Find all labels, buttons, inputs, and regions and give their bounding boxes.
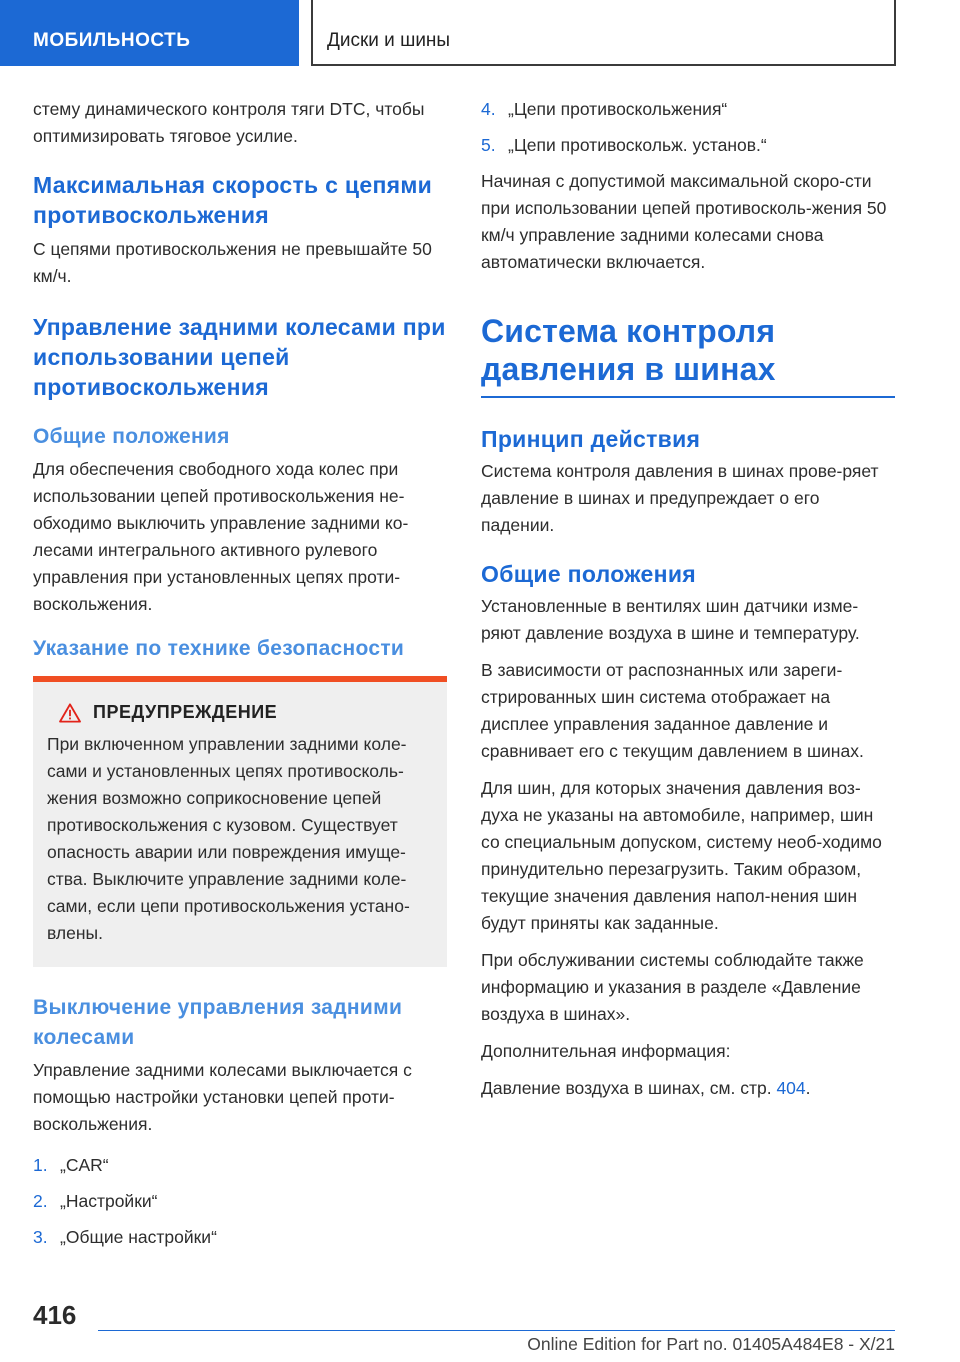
footer-divider: [98, 1330, 895, 1331]
list-item: 3. „Общие настройки“: [33, 1227, 217, 1247]
general-heading-left: Общие положения: [33, 425, 230, 448]
left-column: [33, 96, 447, 1260]
warning-box: [33, 676, 447, 967]
general-heading-right: Общие положения: [481, 561, 696, 587]
list-item: 5. „Цепи противоскольж. установ.“: [481, 135, 767, 155]
warning-text: При включенном управлении задними коле-сами и установленных цепях противосколь-жения возможно соприкосновение цепей противоскольжения с кузовом. Существует опасность аварии или повреждения имуще-ства. Выключите управление задними коле-сами, если цепи противоскольжения устано-влены.: [47, 734, 410, 943]
steps-list-left: [33, 1152, 447, 1251]
steps-list-right: [481, 96, 895, 159]
warning-triangle-icon: [59, 703, 81, 723]
rear-steering-off-heading: Выключение управления задними колесами: [33, 996, 403, 1049]
general-paragraph-1: Установленные в вентилях шин датчики изме-ряют давление воздуха в шине и температуру.: [481, 596, 860, 643]
warning-title: ПРЕДУПРЕЖДЕНИЕ: [93, 702, 278, 722]
general-paragraph-2: В зависимости от распознанных или зареги-стрированных шин система отображает на дисплее управления заданное давление и сравнивает его с текущим давлением в шинах.: [481, 660, 864, 761]
rear-steering-off-paragraph: Управление задними колесами выключается с помощью настройки установки цепей проти-воскольжения.: [33, 1060, 412, 1134]
reference-paragraph: Давление воздуха в шинах, см. стр. 404.: [481, 1078, 811, 1098]
speed-heading: Максимальная скорость с цепями противоскольжения: [33, 172, 433, 228]
general-paragraph-5: Дополнительная информация:: [481, 1041, 731, 1061]
intro-paragraph: стему динамического контроля тяги DTC, чтобы оптимизировать тяговое усилие.: [33, 99, 425, 146]
speed-paragraph: С цепями противоскольжения не превышайте 50 км/ч.: [33, 239, 432, 286]
principle-paragraph: Система контроля давления в шинах прове-ряет давление в шинах и предупреждает о его падении.: [481, 461, 879, 535]
rear-steering-heading: Управление задними колесами при использовании цепей противоскольжения: [33, 314, 446, 400]
right-column: [481, 96, 895, 1102]
list-item: 1. „CAR“: [33, 1155, 109, 1175]
footer-edition: Online Edition for Part no. 01405A484E8 - X/21: [527, 1334, 895, 1354]
general-paragraph-4: При обслуживании системы соблюдайте также информацию и указания в разделе «Давление воздуха в шинах».: [481, 950, 864, 1024]
section-title: МОБИЛЬНОСТЬ: [0, 0, 299, 66]
heading-divider: [481, 396, 895, 398]
warning-header: [47, 702, 433, 723]
page-number: 416: [33, 1300, 77, 1330]
list-item: 2. „Настройки“: [33, 1191, 158, 1211]
general-paragraph-3: Для шин, для которых значения давления воз-духа не указаны на автомобиле, например, шин со специальным допуском, систему необ-ходимо принудительно перезагрузить. Таким образом, текущие значения давления напол-нения шин будут приняты как заданные.: [481, 778, 882, 933]
general-paragraph-left: Для обеспечения свободного хода колес при использовании цепей противоскольжения не-обходимо выключить управление задними ко-лесами интегрального активного рулевого управления при установленных цепях проти-воскольжения.: [33, 459, 409, 614]
principle-heading: Принцип действия: [481, 426, 701, 452]
chapter-title: Диски и шины: [311, 0, 896, 66]
page-header: [0, 0, 960, 66]
after-steps-paragraph: Начиная с допустимой максимальной скоро-сти при использовании цепей противосколь-жения 50 км/ч управление задними колесами снова автоматически включается.: [481, 171, 887, 272]
page-reference-link[interactable]: 404: [776, 1078, 806, 1098]
safety-heading: Указание по технике безопасности: [33, 637, 405, 660]
tpms-heading: Система контроля давления в шинах: [481, 313, 776, 387]
list-item: 4. „Цепи противоскольжения“: [481, 99, 728, 119]
